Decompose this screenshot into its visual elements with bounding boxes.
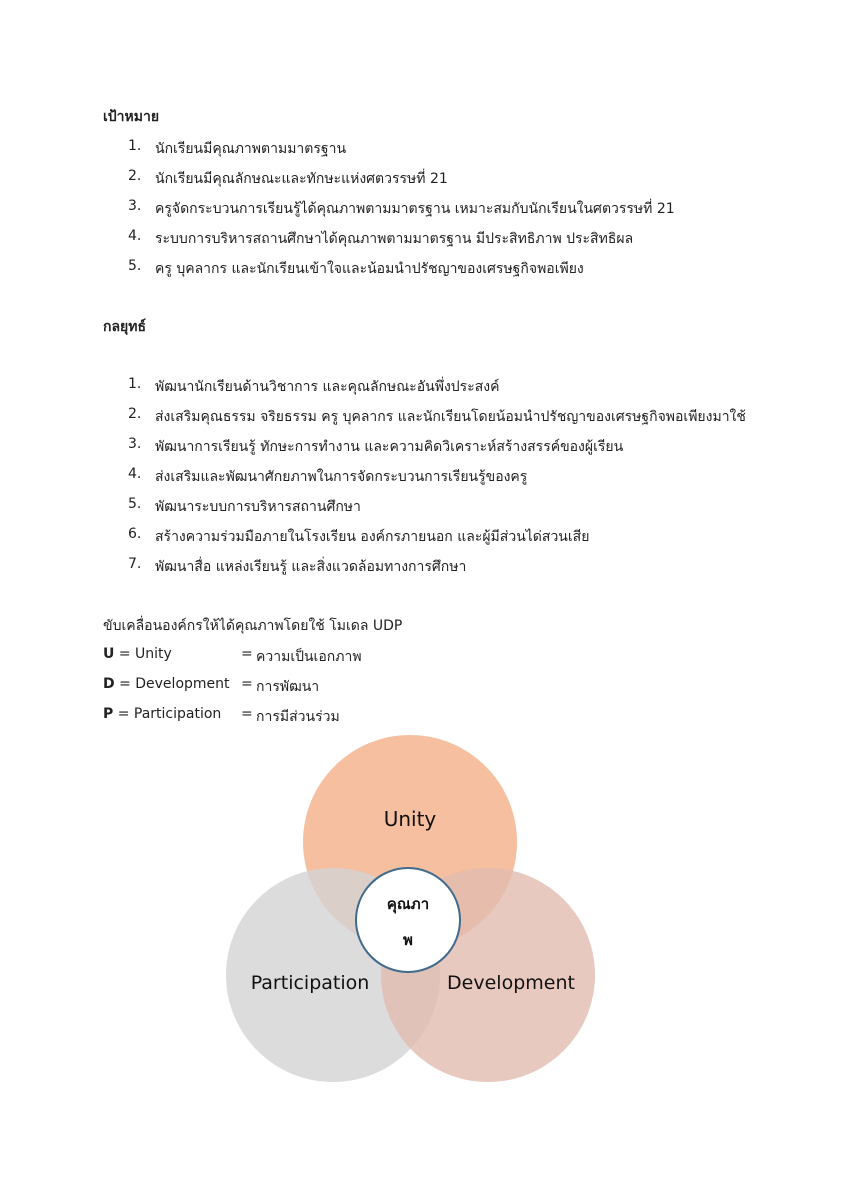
model-intro: ขับเคลื่อนองค์กรให้ได้คุณภาพโดยใช้ โมเดล UDP [103, 618, 403, 634]
strategy-number: 2. [128, 406, 142, 422]
participation-label: Participation [250, 972, 370, 994]
udp-equals: = [241, 676, 253, 692]
strategy-number: 1. [128, 376, 142, 392]
quality-center-circle [356, 868, 460, 972]
goal-text: ครูจัดกระบวนการเรียนรู้ได้คุณภาพตามมาตรฐาน เหมาะสมกับนักเรียนในศตวรรษที่ 21 [155, 201, 675, 217]
quality-label-line1: คุณภา [386, 895, 430, 913]
udp-term: = Development [114, 676, 230, 692]
udp-row-development [103, 676, 320, 695]
udp-term: = Unity [114, 646, 172, 662]
goal-number: 3. [128, 198, 142, 214]
strategy-text: ส่งเสริมและพัฒนาศักยภาพในการจัดกระบวนการเรียนรู้ของครู [155, 469, 528, 485]
unity-label: Unity [383, 807, 437, 831]
goal-text: ครู บุคลากร และนักเรียนเข้าใจและน้อมนำปรัชญาของเศรษฐกิจพอเพียง [155, 261, 584, 277]
udp-meaning: การมีส่วนร่วม [256, 709, 340, 725]
udp-meaning: การพัฒนา [256, 679, 320, 695]
strategy-text: พัฒนานักเรียนด้านวิชาการ และคุณลักษณะอันพึ่งประสงค์ [155, 379, 500, 395]
strategy-text: พัฒนาระบบการบริหารสถานศึกษา [155, 499, 361, 515]
udp-letter: D [103, 676, 115, 692]
goal-text: นักเรียนมีคุณลักษณะและทักษะแห่งศตวรรษที่ 21 [155, 171, 448, 187]
quality-label-line2: พ [403, 931, 413, 949]
udp-equals: = [241, 706, 253, 722]
udp-row-unity [103, 646, 362, 665]
strategy-number: 6. [128, 526, 142, 542]
strategy-number: 5. [128, 496, 142, 512]
goal-text: นักเรียนมีคุณภาพตามมาตรฐาน [155, 141, 347, 157]
strategy-text: สร้างความร่วมมือภายในโรงเรียน องค์กรภายนอก และผู้มีส่วนได่สวนเสีย [155, 529, 590, 545]
goals-heading: เป้าหมาย [103, 109, 160, 125]
udp-letter: U [103, 646, 115, 662]
udp-term: = Participation [113, 706, 222, 722]
goal-number: 2. [128, 168, 142, 184]
goal-number: 5. [128, 258, 142, 274]
strategy-number: 4. [128, 466, 142, 482]
strategy-text: พัฒนาการเรียนรู้ ทักษะการทำงาน และความคิดวิเคราะห์สร้างสรรค์ของผู้เรียน [155, 439, 624, 455]
development-label: Development [447, 972, 575, 994]
udp-meaning: ความเป็นเอกภาพ [256, 649, 362, 665]
strategy-heading: กลยุทธ์ [103, 319, 147, 335]
strategy-number: 7. [128, 556, 142, 572]
goal-number: 4. [128, 228, 142, 244]
strategy-text: ส่งเสริมคุณธรรม จริยธรรม ครู บุคลากร และนักเรียนโดยน้อมนำปรัชญาของเศรษฐกิจพอเพียงมาใช้ [155, 409, 746, 425]
strategy-text: พัฒนาสื่อ แหล่งเรียนรู้ และสิ่งแวดล้อมทางการศึกษา [155, 559, 467, 575]
udp-venn-diagram [0, 720, 849, 1100]
strategy-number: 3. [128, 436, 142, 452]
udp-equals: = [241, 646, 253, 662]
udp-letter: P [103, 706, 114, 722]
goal-number: 1. [128, 138, 142, 154]
goal-text: ระบบการบริหารสถานศึกษาได้คุณภาพตามมาตรฐาน มีประสิทธิภาพ ประสิทธิผล [155, 231, 634, 247]
